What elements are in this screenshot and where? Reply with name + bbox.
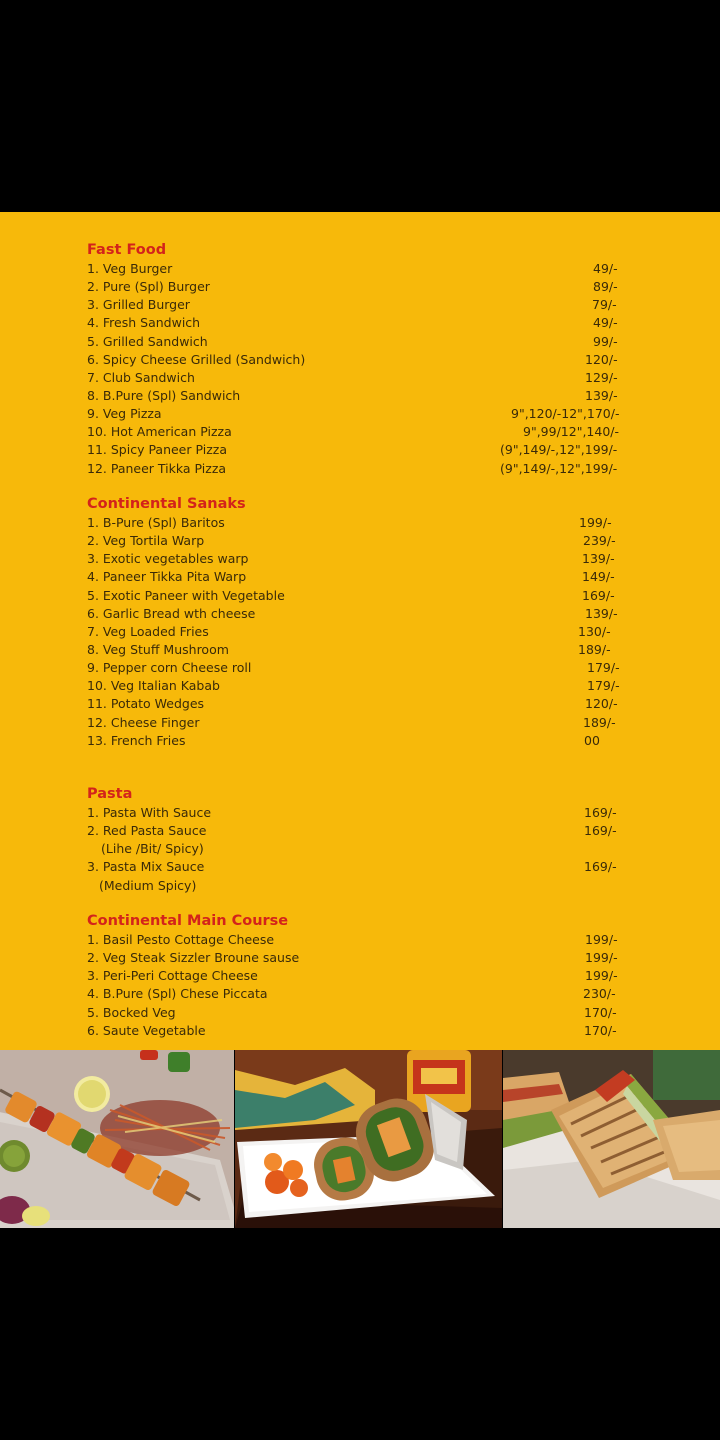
section-title: Continental Main Course bbox=[87, 913, 289, 929]
menu-item bbox=[87, 641, 620, 659]
item-name: 6. Spicy Cheese Grilled (Sandwich) bbox=[87, 351, 306, 367]
item-price: 00 bbox=[584, 732, 600, 748]
menu-item bbox=[87, 532, 620, 550]
menu-item-note bbox=[87, 877, 620, 895]
menu-item bbox=[87, 296, 620, 314]
item-price: 170/- bbox=[584, 1022, 617, 1038]
item-price: 89/- bbox=[593, 279, 618, 295]
item-name: 1. Pasta With Sauce bbox=[87, 805, 212, 820]
item-price: 170/- bbox=[584, 1004, 617, 1020]
item-name: 3. Grilled Burger bbox=[87, 297, 190, 313]
item-name: 7. Veg Loaded Fries bbox=[87, 623, 209, 639]
section-pasta bbox=[87, 784, 620, 895]
menu-item bbox=[87, 351, 620, 369]
menu-item bbox=[87, 1022, 620, 1040]
item-name: 4. B.Pure (Spl) Chese Piccata bbox=[87, 986, 268, 1002]
item-price: (9",149/-,12",199/- bbox=[500, 460, 618, 476]
item-name: 10. Hot American Pizza bbox=[87, 424, 232, 440]
item-name: 13. French Fries bbox=[87, 732, 186, 748]
item-price: 139/- bbox=[582, 551, 615, 567]
item-name: 6. Garlic Bread wth cheese bbox=[87, 605, 256, 621]
section-continental-main-course bbox=[87, 911, 620, 1040]
item-name: 3. Exotic vegetables warp bbox=[87, 551, 249, 567]
item-name: 9. Veg Pizza bbox=[87, 406, 162, 422]
item-price: 179/- bbox=[587, 678, 620, 694]
menu-item bbox=[87, 967, 620, 985]
item-price: 179/- bbox=[587, 660, 620, 676]
food-photo-strip bbox=[0, 1050, 720, 1228]
item-price: 129/- bbox=[585, 369, 618, 385]
item-name: 8. Veg Stuff Mushroom bbox=[87, 641, 229, 657]
section-title: Continental Sanaks bbox=[87, 496, 246, 512]
menu-item bbox=[87, 659, 620, 677]
menu-item-note bbox=[87, 840, 620, 858]
wrap-roll-image bbox=[235, 1050, 502, 1228]
item-name: 5. Bocked Veg bbox=[87, 1004, 176, 1020]
menu-item bbox=[87, 985, 620, 1003]
item-price: 120/- bbox=[585, 696, 618, 712]
item-price: 130/- bbox=[578, 623, 611, 639]
menu-item bbox=[87, 405, 620, 423]
menu-item bbox=[87, 804, 620, 822]
item-name: 3. Peri-Peri Cottage Cheese bbox=[87, 968, 258, 984]
menu-item bbox=[87, 949, 620, 967]
menu-item bbox=[87, 931, 620, 949]
item-name: 2. Pure (Spl) Burger bbox=[87, 279, 210, 295]
menu-item bbox=[87, 278, 620, 296]
item-name: 10. Veg Italian Kabab bbox=[87, 678, 220, 694]
item-price: 239/- bbox=[583, 533, 616, 549]
item-name: 2. Veg Tortila Warp bbox=[87, 533, 205, 549]
menu-item bbox=[87, 677, 620, 695]
item-price: 189/- bbox=[578, 641, 611, 657]
menu-item bbox=[87, 387, 620, 405]
menu-item bbox=[87, 550, 620, 568]
item-name: 2. Veg Steak Sizzler Broune sause bbox=[87, 950, 300, 966]
menu-item bbox=[87, 460, 620, 478]
menu-item bbox=[87, 441, 620, 459]
item-price: 99/- bbox=[593, 333, 618, 349]
item-name: 12. Paneer Tikka Pizza bbox=[87, 460, 227, 476]
section-fast-food bbox=[87, 240, 620, 478]
item-note: (Medium Spicy) bbox=[99, 877, 197, 893]
item-price: 169/- bbox=[582, 587, 615, 603]
item-name: 4. Fresh Sandwich bbox=[87, 315, 201, 331]
menu-item bbox=[87, 423, 620, 441]
item-name: 11. Spicy Paneer Pizza bbox=[87, 442, 228, 458]
menu-item bbox=[87, 822, 620, 840]
item-name: 4. Paneer Tikka Pita Warp bbox=[87, 569, 247, 585]
menu-item bbox=[87, 714, 620, 732]
item-price: 199/- bbox=[585, 932, 618, 947]
section-title: Fast Food bbox=[87, 242, 167, 258]
menu-item bbox=[87, 314, 620, 332]
menu-item bbox=[87, 858, 620, 876]
item-price: 189/- bbox=[583, 714, 616, 730]
paneer-tikka-skewers-image bbox=[0, 1050, 234, 1228]
menu-board bbox=[0, 212, 720, 1050]
menu-item bbox=[87, 369, 620, 387]
item-price: 139/- bbox=[585, 387, 618, 403]
item-note: (Lihe /Bit/ Spicy) bbox=[101, 841, 204, 857]
item-price: 139/- bbox=[585, 605, 618, 621]
item-name: 9. Pepper corn Cheese roll bbox=[87, 660, 252, 676]
item-price: 149/- bbox=[582, 569, 615, 585]
item-name: 11. Potato Wedges bbox=[87, 696, 205, 712]
item-name: 1. B-Pure (Spl) Baritos bbox=[87, 515, 225, 530]
item-price: 230/- bbox=[583, 986, 616, 1002]
item-price: 49/- bbox=[593, 315, 618, 331]
item-name: 1. Veg Burger bbox=[87, 261, 173, 276]
menu-item bbox=[87, 568, 620, 586]
item-name: 5. Exotic Paneer with Vegetable bbox=[87, 587, 285, 603]
item-name: 5. Grilled Sandwich bbox=[87, 333, 208, 349]
item-price: 49/- bbox=[593, 261, 618, 276]
menu-item bbox=[87, 695, 620, 713]
item-price: 79/- bbox=[592, 297, 617, 313]
item-price: 169/- bbox=[584, 823, 617, 839]
item-price: 199/- bbox=[579, 515, 612, 530]
menu-item bbox=[87, 333, 620, 351]
item-name: 3. Pasta Mix Sauce bbox=[87, 859, 205, 875]
menu-item bbox=[87, 260, 620, 278]
menu-item bbox=[87, 587, 620, 605]
item-name: 1. Basil Pesto Cottage Cheese bbox=[87, 932, 275, 947]
item-price: 9",120/-12",170/- bbox=[511, 406, 620, 422]
menu-item bbox=[87, 514, 620, 532]
menu-item bbox=[87, 732, 620, 750]
menu-item bbox=[87, 1004, 620, 1022]
item-price: 169/- bbox=[584, 805, 617, 820]
item-price: 9",99/12",140/- bbox=[523, 424, 620, 440]
section-title: Pasta bbox=[87, 786, 133, 802]
item-name: 6. Saute Vegetable bbox=[87, 1022, 206, 1038]
section-continental-snacks bbox=[87, 494, 620, 750]
menu-item bbox=[87, 605, 620, 623]
item-price: 120/- bbox=[585, 351, 618, 367]
menu-item bbox=[87, 623, 620, 641]
item-price: 199/- bbox=[585, 968, 618, 984]
item-name: 2. Red Pasta Sauce bbox=[87, 823, 207, 839]
item-price: (9",149/-,12",199/- bbox=[500, 442, 618, 458]
item-name: 12. Cheese Finger bbox=[87, 714, 200, 730]
item-price: 169/- bbox=[584, 859, 617, 875]
item-name: 8. B.Pure (Spl) Sandwich bbox=[87, 387, 241, 403]
item-name: 7. Club Sandwich bbox=[87, 369, 195, 385]
item-price: 199/- bbox=[585, 950, 618, 966]
grilled-sandwich-image bbox=[503, 1050, 720, 1228]
